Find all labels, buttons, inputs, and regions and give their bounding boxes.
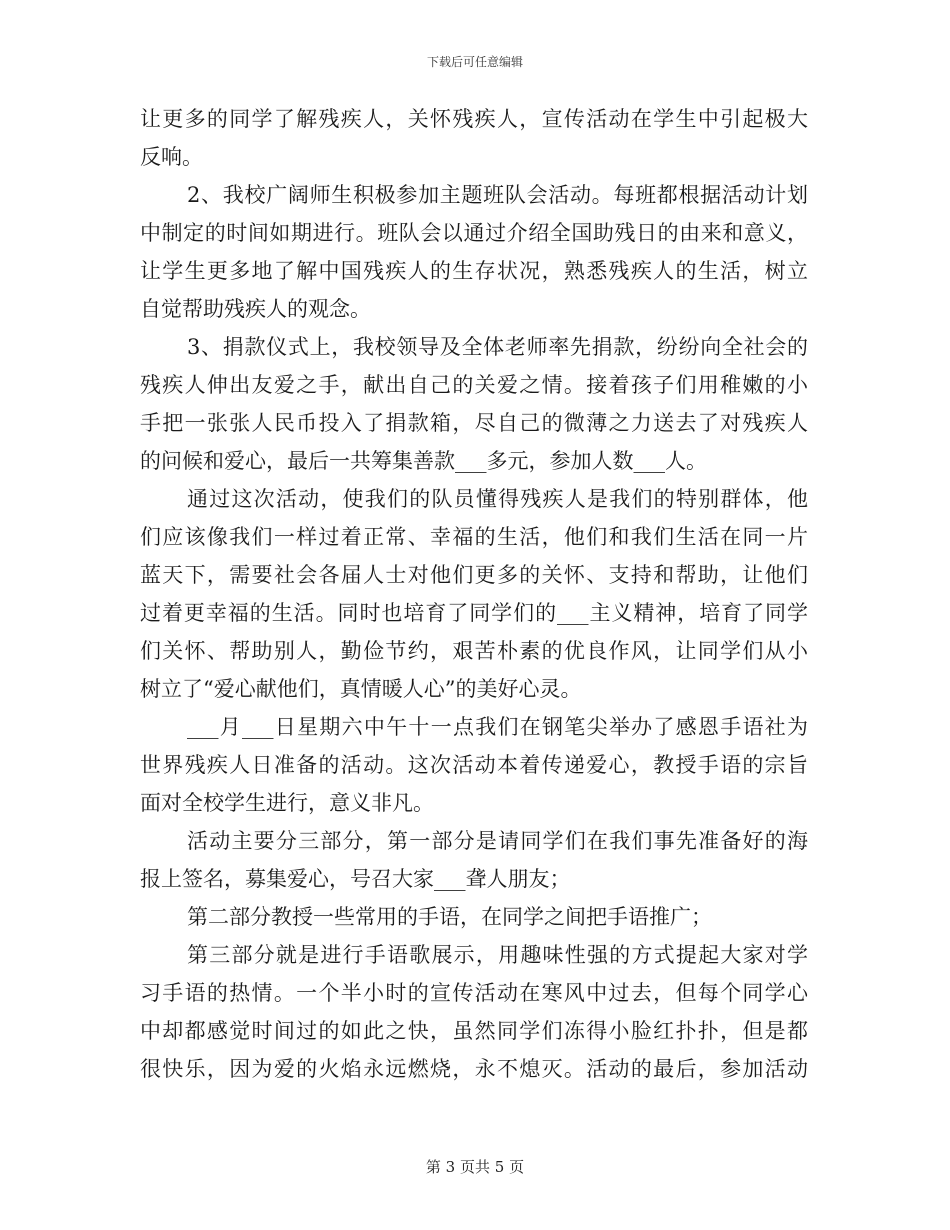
text-line: 习手语的热情。一个半小时的宣传活动在寒风中过去，但每个同学心 — [140, 981, 808, 1005]
text-line: 中制定的时间如期进行。班队会以通过介绍全国助残日的由来和意义， — [140, 221, 808, 245]
text-line: 3、捐款仪式上，我校领导及全体老师率先捐款，纷纷向全社会的 — [187, 335, 808, 359]
text-line: 第二部分教授一些常用的手语，在同学之间把手语推广； — [187, 905, 712, 929]
text-line: 通过这次活动，使我们的队员懂得残疾人是我们的特别群体，他 — [187, 487, 808, 511]
text-line: ___月___日星期六中午十一点我们在钢笔尖举办了感恩手语社为 — [187, 715, 808, 739]
text-line: 过着更幸福的生活。同时也培育了同学们的___主义精神，培育了同学 — [140, 601, 808, 625]
text-line: 的问候和爱心，最后一共筹集善款___多元，参加人数___人。 — [140, 449, 707, 473]
text-line: 面对全校学生进行，意义非凡。 — [140, 791, 434, 815]
text-line: 蓝天下，需要社会各届人士对他们更多的关怀、支持和帮助，让他们 — [140, 563, 808, 587]
text-line: 手把一张张人民币投入了捐款箱，尽自己的微薄之力送去了对残疾人 — [140, 411, 808, 435]
text-line: 活动主要分三部分，第一部分是请同学们在我们事先准备好的海 — [187, 829, 808, 853]
text-line: 们应该像我们一样过着正常、幸福的生活，他们和我们生活在同一片 — [140, 525, 808, 549]
page-header: 下载后可任意编辑 — [426, 55, 523, 69]
text-line: 自觉帮助残疾人的观念。 — [140, 297, 371, 321]
text-line: 让学生更多地了解中国残疾人的生存状况，熟悉残疾人的生活，树立 — [140, 259, 808, 283]
text-line: 反响。 — [140, 145, 203, 169]
text-line: 中却都感觉时间过的如此之快，虽然同学们冻得小脸红扑扑，但是都 — [140, 1019, 808, 1043]
text-line: 残疾人伸出友爱之手，献出自己的关爱之情。接着孩子们用稚嫩的小 — [140, 373, 808, 397]
document-body — [140, 100, 808, 1088]
page-footer: 第 3 页共 5 页 — [425, 1158, 525, 1176]
text-line: 第三部分就是进行手语歌展示，用趣味性强的方式提起大家对学 — [187, 943, 808, 967]
text-line: 世界残疾人日准备的活动。这次活动本着传递爱心，教授手语的宗旨 — [140, 753, 808, 777]
text-line: 们关怀、帮助别人，勤俭节约，艰苦朴素的优良作风，让同学们从小 — [140, 639, 808, 663]
text-line: 报上签名，募集爱心，号召大家___聋人朋友； — [140, 867, 571, 891]
text-line: 让更多的同学了解残疾人，关怀残疾人，宣传活动在学生中引起极大 — [140, 107, 808, 131]
text-line: 很快乐，因为爱的火焰永远燃烧，永不熄灭。活动的最后，参加活动 — [140, 1057, 808, 1081]
text-line: 树立了“爱心献他们，真情暖人心”的美好心灵。 — [140, 677, 582, 701]
text-line: 2、我校广阔师生积极参加主题班队会活动。每班都根据活动计划 — [187, 183, 808, 207]
